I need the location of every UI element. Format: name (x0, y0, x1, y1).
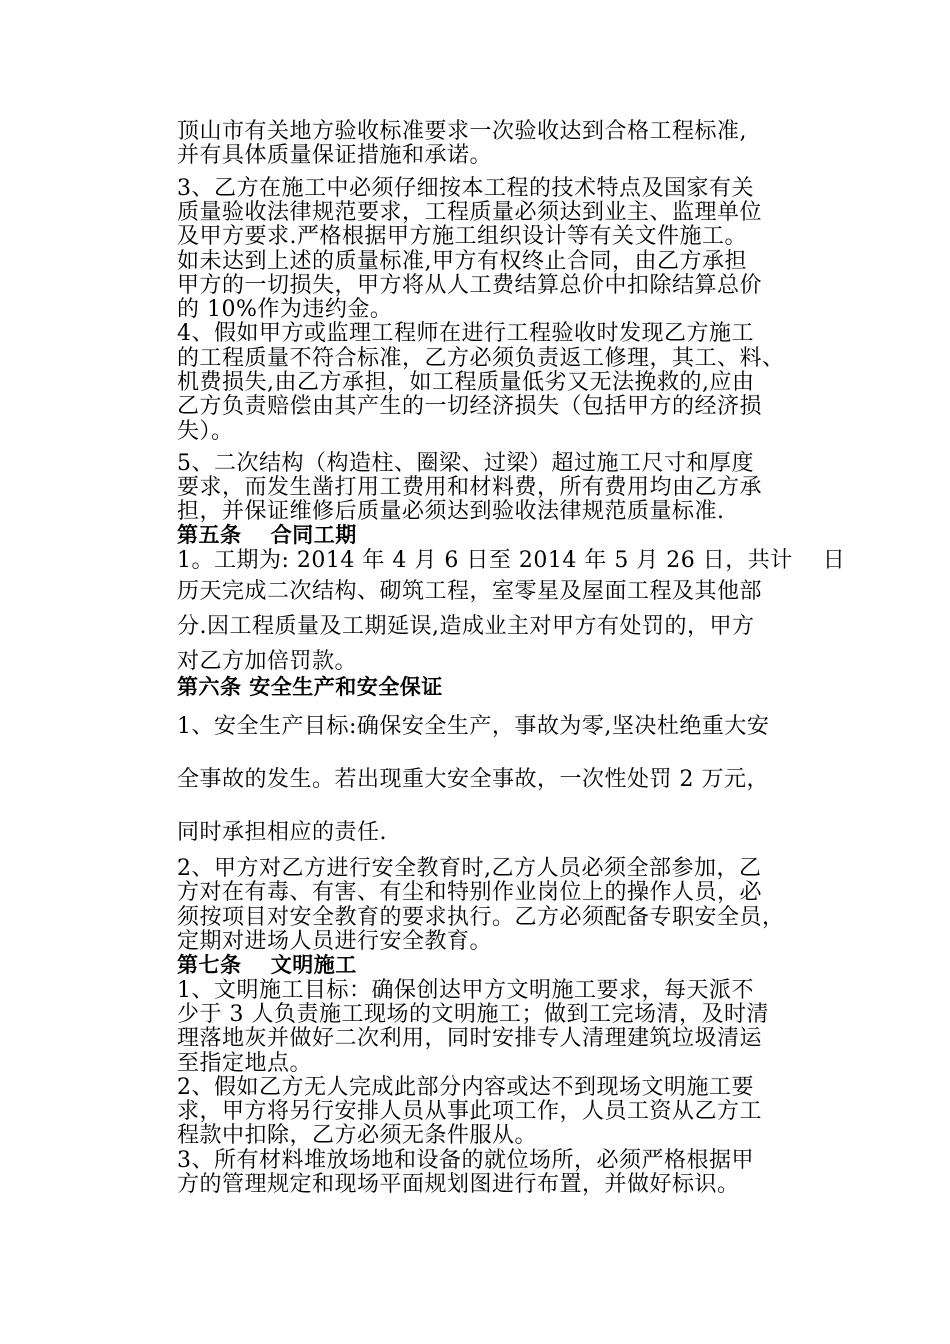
text-line: 并有具体质量保证措施和承诺。 (177, 143, 493, 168)
text-line: 1、安全生产目标:确保安全生产，事故为零,坚决杜绝重大安 (177, 714, 770, 739)
text-line: 求，甲方将另行安排人员从事此项工作，人员工资从乙方工 (177, 1099, 763, 1124)
text-line: 1。工期为: 2014 年 4 月 6 日至 2014 年 5 月 26 日，共计 日 (177, 548, 846, 573)
text-line: 3、所有材料堆放场地和设备的就位场所，必须严格根据甲 (177, 1148, 754, 1173)
text-line: 同时承担相应的责任. (177, 820, 387, 845)
text-line: 2、甲方对乙方进行安全教育时,乙方人员必须全部参加，乙 (177, 856, 762, 881)
text-line: 5、二次结构（构造柱、圈梁、过梁）超过施工尺寸和厚度 (177, 451, 754, 476)
text-line: 程款中扣除，乙方必须无条件服从。 (177, 1123, 538, 1148)
text-line: 历天完成二次结构、砌筑工程，室零星及屋面工程及其他部 (177, 579, 763, 604)
text-line: 的 10%作为违约金。 (177, 297, 393, 322)
text-line: 失）。 (177, 419, 234, 444)
section-heading: 第五条 合同工期 (177, 523, 357, 547)
text-line: 少于 3 人负责施工现场的文明施工；做到工完场清，及时清 (177, 1002, 769, 1027)
text-line: 顶山市有关地方验收标准要求一次验收达到合格工程标准, (177, 119, 747, 144)
text-line: 方对在有毒、有害、有尘和特别作业岗位上的操作人员，必 (177, 880, 763, 905)
text-line: 全事故的发生。若出现重大安全事故，一次性处罚 2 万元， (177, 767, 769, 792)
text-line: 方的管理规定和现场平面规划图进行布置，并做好标识。 (177, 1172, 740, 1197)
text-line: 分.因工程质量及工期延误,造成业主对甲方有处罚的，甲方 (177, 614, 755, 639)
text-line: 担，并保证维修后质量必须达到验收法律规范质量标准. (177, 499, 725, 524)
text-line: 的工程质量不符合标准，乙方必须负责返工修理，其工、料、 (177, 346, 785, 371)
text-line: 机费损失,由乙方承担，如工程质量低劣又无法挽救的,应由 (177, 370, 755, 395)
text-line: 如未达到上述的质量标准,甲方有权终止合同，由乙方承担 (177, 249, 747, 274)
section-heading: 第六条 安全生产和安全保证 (177, 675, 443, 699)
text-line: 至指定地点。 (177, 1051, 313, 1076)
text-line: 须按项目对安全教育的要求执行。乙方必须配备专职安全员， (177, 905, 785, 930)
text-line: 1、文明施工目标：确保创达甲方文明施工要求，每天派不 (177, 978, 754, 1003)
text-line: 质量验收法律规范要求，工程质量必须达到业主、监理单位 (177, 200, 763, 225)
text-line: 甲方的一切损失，甲方将从人工费结算总价中扣除结算总价 (177, 273, 763, 298)
text-line: 及甲方要求.严格根据甲方施工组织设计等有关文件施工。 (177, 224, 747, 249)
text-line: 3、乙方在施工中必须仔细按本工程的技术特点及国家有关 (177, 176, 754, 201)
text-line: 理落地灰并做好二次利用，同时安排专人清理建筑垃圾清运 (177, 1026, 763, 1051)
text-line: 定期对进场人员进行安全教育。 (177, 929, 493, 954)
section-heading: 第七条 文明施工 (177, 953, 357, 977)
text-line: 对乙方加倍罚款。 (177, 649, 358, 674)
text-line: 乙方负责赔偿由其产生的一切经济损失（包括甲方的经济损 (177, 394, 763, 419)
text-line: 2、假如乙方无人完成此部分内容或达不到现场文明施工要 (177, 1075, 754, 1100)
text-line: 要求，而发生凿打用工费用和材料费，所有费用均由乙方承 (177, 475, 763, 500)
text-line: 4、假如甲方或监理工程师在进行工程验收时发现乙方施工 (177, 321, 754, 346)
